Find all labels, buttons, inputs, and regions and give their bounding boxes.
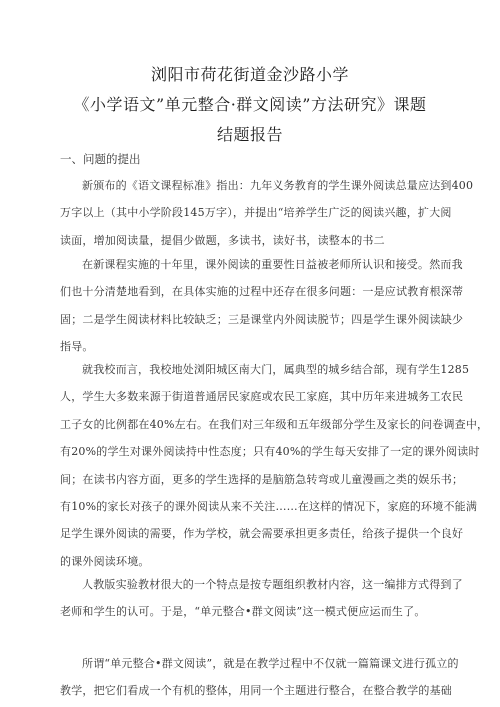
- text-line: 们也十分清楚地看到，在具体实施的过程中还存在很多问题：一是应试教育根深蒂: [60, 285, 464, 299]
- text-line: 工子女的比例都在40%左右。在我们对三年级和五年级部分学生及家长的问卷调查中，: [60, 417, 489, 431]
- text-line: 在新课程实施的十年里，课外阅读的重要性日益被老师所认识和接受。然而我: [82, 258, 463, 271]
- text-line: 固；二是学生阅读材料比较缺乏；三是课堂内外阅读脱节；四是学生课外阅读缺少: [60, 312, 464, 326]
- text-line: 教学，把它们看成一个有机的整体，用同一个主题进行整合，在整合教学的基础: [60, 684, 452, 698]
- text-line: 的课外阅读环境。: [60, 554, 150, 568]
- paragraph: [60, 650, 459, 705]
- text-line: 万字以上（其中小学阶段145万字），并提出“培养学生广泛的阅读兴趣，扩大阅: [60, 206, 452, 220]
- text-line: 就我校而言，我校地处浏阳城区南大门，属典型的城乡结合部，现有学生1285: [82, 363, 470, 376]
- project-title: 《小学语文”单元整合·群文阅读”方法研究》课题: [73, 95, 427, 114]
- text-line: 有10%的家长对孩子的课外阅读从来不关注……在这样的情况下，家庭的环境不能满: [60, 499, 478, 513]
- text-line: 所谓“单元整合•群文阅读”，就是在教学过程中不仅就一篇篇课文进行孤立的: [82, 657, 459, 670]
- text-line: 足学生课外阅读的需要，作为学校，就会需要承担更多责任，给孩子提供一个良好: [60, 527, 464, 541]
- text-line: 老师和学生的认可。于是，“单元整合•群文阅读”这一模式便应运而生了。: [60, 605, 426, 619]
- text-line: 读面，增加阅读量，提倡少做题，多读书，读好书，读整本的书二: [60, 233, 385, 247]
- school-name: 浏阳市荷花街道金沙路小学: [150, 65, 349, 84]
- paragraph: [60, 172, 474, 254]
- text-line: 人，学生大多数来源于街道普通居民家庭或农民工家庭，其中历年来进城务工农民: [60, 390, 464, 404]
- paragraph: [60, 356, 489, 575]
- text-line: 人教版实验教材很大的一个特点是按专题组织教材内容，这一编排方式得到了: [82, 578, 463, 591]
- report-type: 结题报告: [216, 125, 283, 144]
- text-line: 有20%的学生对课外阅读持中性态度；只有40%的学生每天安排了一定的课外阅读时: [60, 445, 480, 459]
- text-line: 指导。: [60, 340, 94, 354]
- text-line: 间；在读书内容方面，更多的学生选择的是脑筋急转弯或儿童漫画之类的娱乐书；: [60, 472, 464, 486]
- paragraph: [60, 251, 464, 361]
- paragraph: [60, 571, 463, 626]
- section-heading: 一、问题的提出: [60, 152, 141, 166]
- text-line: 新颁布的《语文课程标准》指出：九年义务教育的学生课外阅读总量应达到400: [82, 179, 474, 192]
